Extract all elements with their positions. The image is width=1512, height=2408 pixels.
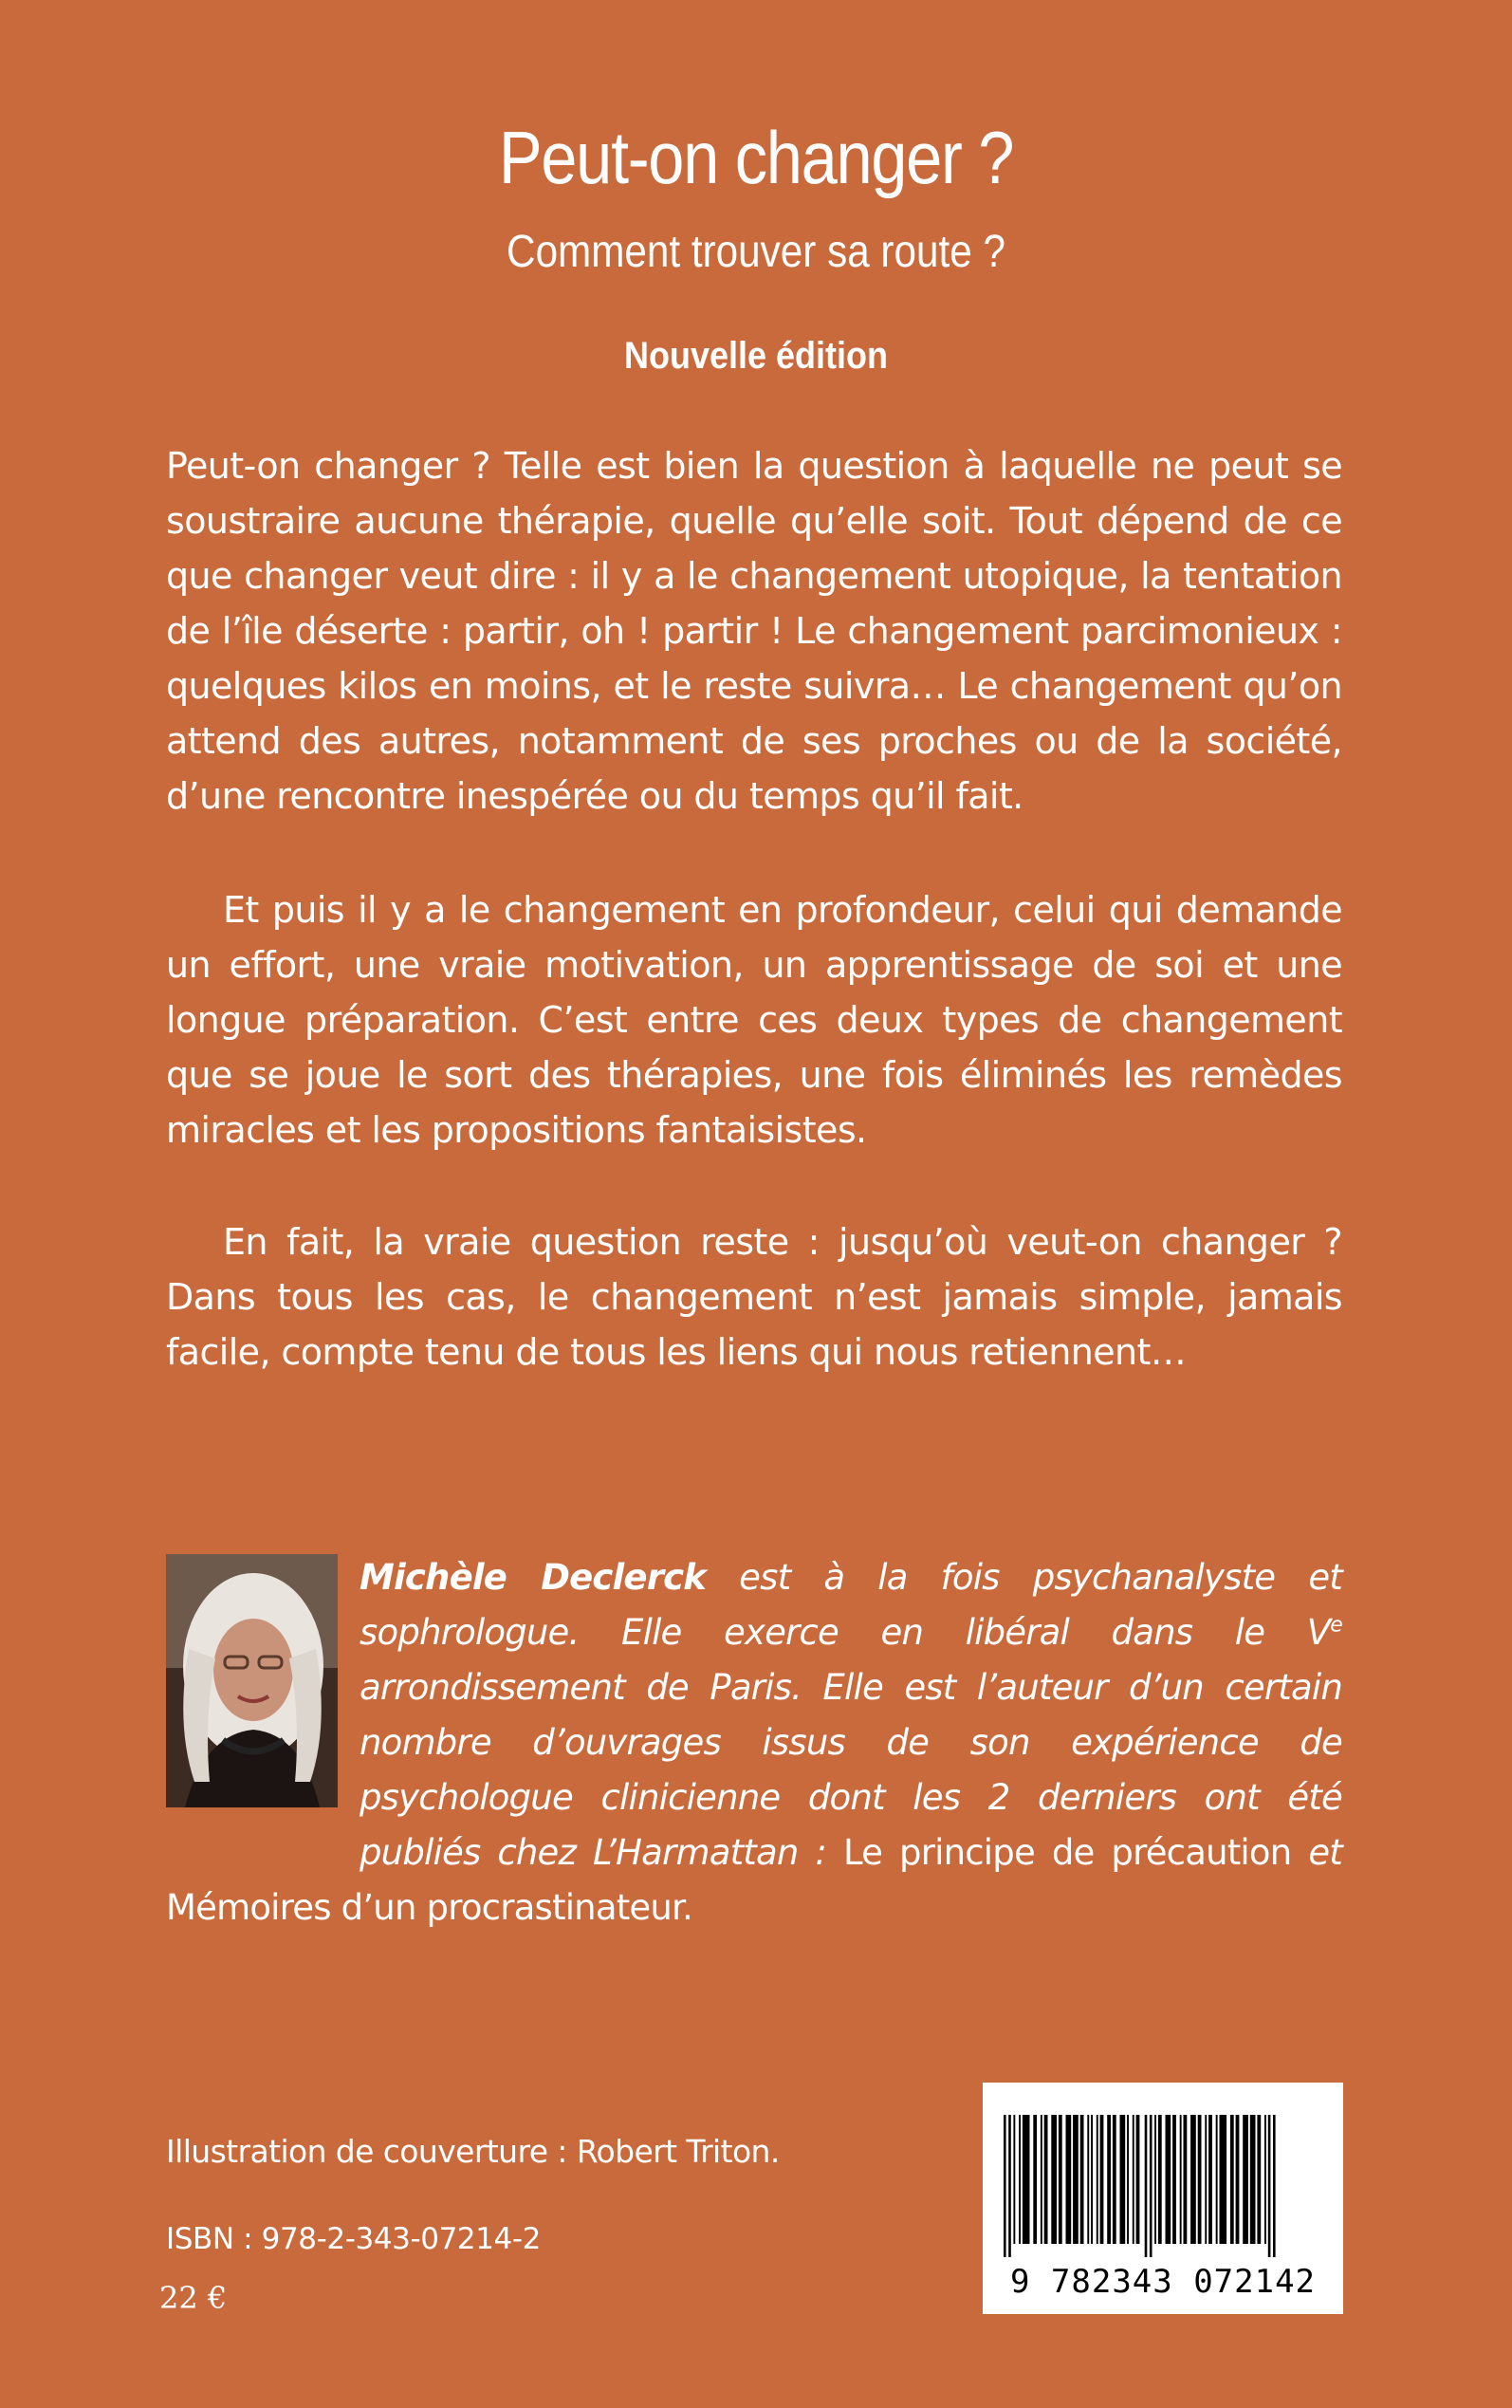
barcode-bar [1236,2115,1240,2244]
price: 22 € [159,2280,228,2316]
barcode-bar [1004,2115,1006,2257]
barcode-bar [1264,2115,1266,2244]
barcode-bar [1059,2115,1062,2244]
blurb-paragraph-2: Et puis il y a le changement en profondeur, celui qui demande un effort, une vraie motivation, un apprentissage de soi et une longue préparation. C’est entre ces deux types de changement que se joue le sort des thérapies, une fois éliminés les remèdes miracles et les propositions fantaisistes. [166,889,1342,1151]
barcode-bar [1023,2115,1030,2244]
book-title-2: Mémoires d’un procrastinateur. [166,1887,692,1928]
barcode-bar [1145,2115,1148,2257]
barcode-bar [1243,2115,1248,2244]
author-bio-connector: et [1291,1832,1342,1873]
author-bio-superscript: e [1330,1613,1342,1638]
barcode-bar [1113,2115,1116,2244]
barcode-bar [1154,2115,1156,2244]
barcode-bar [1044,2115,1048,2244]
barcode-bar [1180,2115,1182,2244]
barcode-bar [1033,2115,1037,2244]
book-subtitle: Comment trouver sa route ? [507,227,1005,277]
barcode-icon [1002,2115,1324,2257]
blurb-paragraph-1: Peut-on changer ? Telle est bien la question à laquelle ne peut se soustraire aucune thérapie, quelle qu’elle soit. Tout dépend de ce que changer veut dire : il y a le changement utopique, la tentation de l’île déserte : partir, oh ! partir ! Le changement parcimonieux : quelques kilos en moins, et le reste suivra… Le changement qu’on attend des autres, notamment de ses proches ou de la société, d’une rencontre inespérée ou du temps qu’il fait. [166,445,1342,817]
barcode-bar [1087,2115,1089,2244]
book-title-1: Le principe de précaution [843,1832,1292,1873]
barcode-bar [1136,2115,1140,2244]
barcode-bar [1184,2115,1188,2244]
blurb-paragraph-3: En fait, la vraie question reste : jusqu’où veut-on changer ? Dans tous les cas, le changement n’est jamais simple, jamais facile, compte tenu de tous les liens qui nous retiennent… [166,1221,1342,1373]
barcode-bar [1100,2115,1104,2244]
barcode [983,2083,1343,2314]
barcode-bar [1097,2115,1098,2244]
barcode-bar [1013,2115,1015,2244]
barcode-bar [1257,2115,1261,2244]
barcode-bar [1019,2115,1021,2244]
barcode-bar [1066,2115,1072,2244]
barcode-bar [1198,2115,1202,2244]
author-name: Michèle Declerck [360,1557,707,1598]
barcode-bar [1208,2115,1212,2244]
barcode-bar [1041,2115,1042,2244]
barcode-bar [1120,2115,1126,2244]
barcode-bar [1158,2115,1162,2244]
barcode-bar [1230,2115,1234,2244]
barcode-bar [1080,2115,1084,2244]
barcode-bar [1051,2115,1057,2244]
barcode-bar [1133,2115,1134,2244]
barcode-bar [1205,2115,1207,2244]
isbn: ISBN : 978-2-343-07214-2 [166,2222,541,2256]
barcode-bar [1172,2115,1176,2244]
author-bio-text-1: est à la fois psychanalyste et sophrologue. Elle exerce en libéral dans le V [360,1557,1342,1653]
barcode-bar [1166,2115,1171,2244]
barcode-bar [1190,2115,1196,2244]
barcode-bar [1273,2115,1276,2257]
barcode-bar [1250,2115,1256,2244]
barcode-bar [1127,2115,1129,2244]
barcode-bar [1216,2115,1218,2244]
barcode-bar [1091,2115,1093,2244]
cover-illustration-credit: Illustration de couverture : Robert Triton. [166,2133,780,2170]
author-bio-text-2: arrondissement de Paris. Elle est l’auteur d’un certain nombre d’ouvrages issus de son expérience de psychologue clinicienne dont les 2 derniers ont été publiés chez L’Harmattan : [360,1667,1342,1873]
barcode-bar [1150,2115,1152,2257]
barcode-bar [1220,2115,1227,2244]
author-bio [166,1550,1342,1936]
book-title: Peut-on changer ? [498,116,1014,199]
barcode-bar [1008,2115,1011,2257]
barcode-bar [1268,2115,1271,2257]
barcode-number: 9 782343 072142 [1009,2263,1317,2301]
edition-label: Nouvelle édition [623,335,889,377]
barcode-bar [1107,2115,1111,2244]
barcode-bar [1073,2115,1079,2244]
